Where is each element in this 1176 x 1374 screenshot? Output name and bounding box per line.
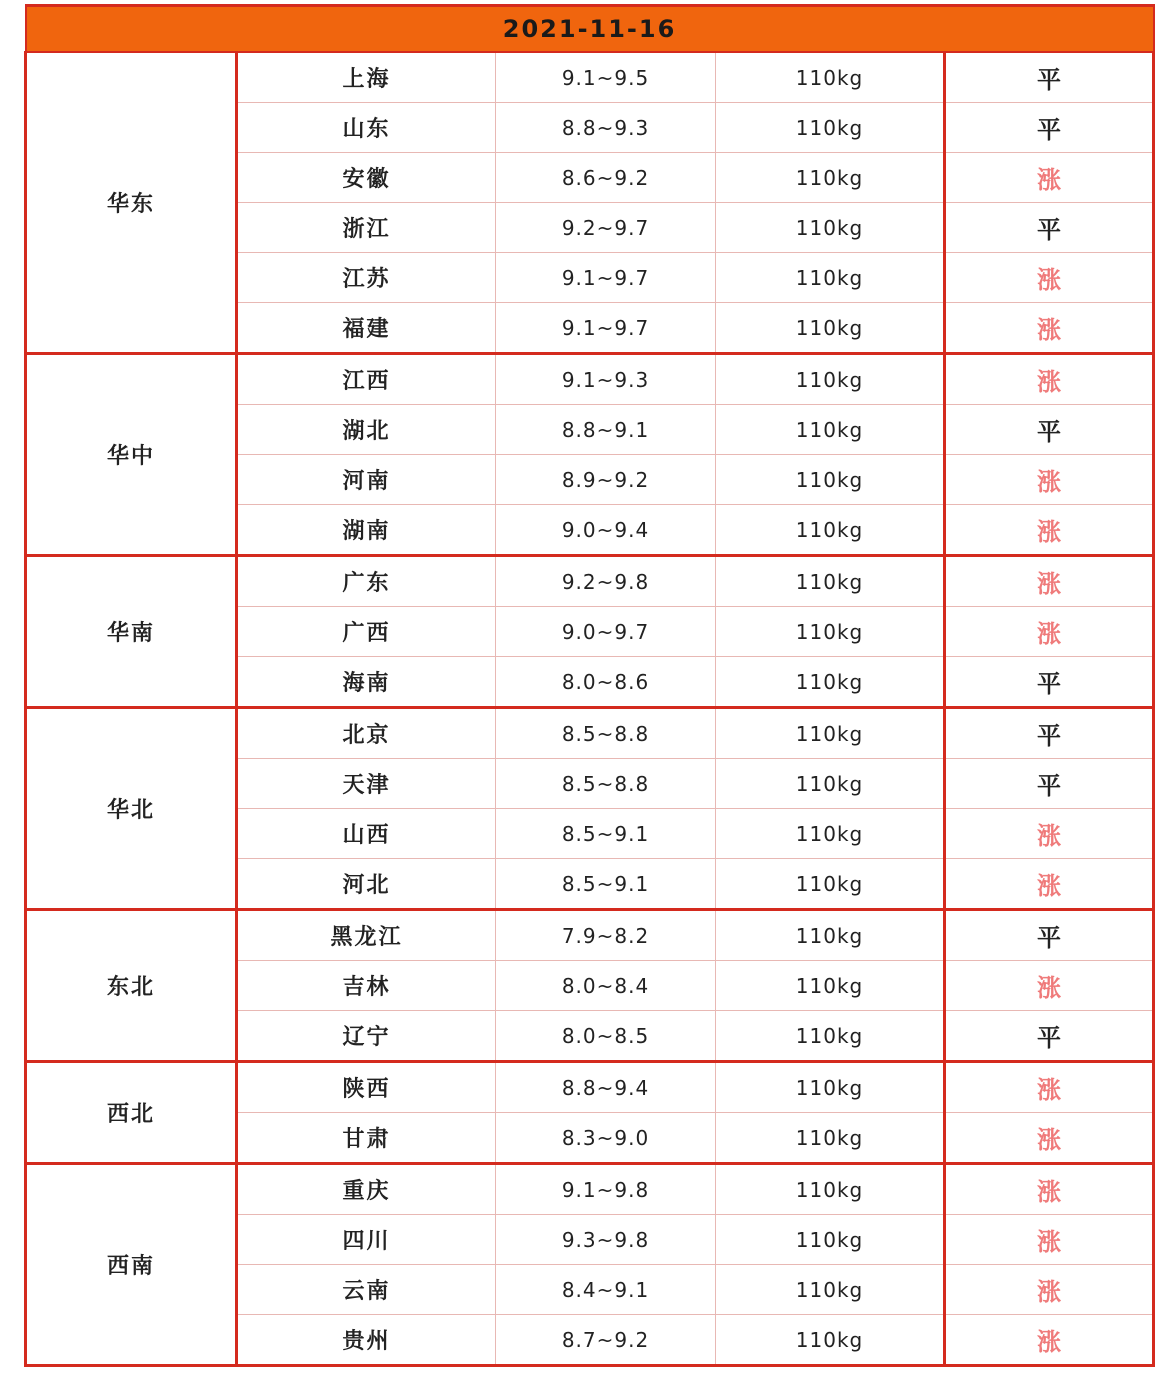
trend-cell: 平	[945, 103, 1154, 153]
price-range-cell: 9.2~9.7	[496, 203, 716, 253]
region-cell: 东北	[26, 910, 237, 1062]
trend-cell: 涨	[945, 1265, 1154, 1315]
price-range-cell: 8.3~9.0	[496, 1113, 716, 1164]
trend-cell: 涨	[945, 859, 1154, 910]
province-cell: 云南	[237, 1265, 496, 1315]
price-range-cell: 9.1~9.3	[496, 354, 716, 405]
trend-cell: 涨	[945, 1315, 1154, 1366]
trend-cell: 平	[945, 759, 1154, 809]
price-range-cell: 8.7~9.2	[496, 1315, 716, 1366]
trend-cell: 平	[945, 203, 1154, 253]
province-cell: 山西	[237, 809, 496, 859]
weight-cell: 110kg	[716, 910, 945, 961]
pig-price-table	[24, 4, 1155, 1367]
weight-cell: 110kg	[716, 1315, 945, 1366]
province-cell: 北京	[237, 708, 496, 759]
trend-cell: 平	[945, 405, 1154, 455]
region-cell: 华北	[26, 708, 237, 910]
price-range-cell: 9.2~9.8	[496, 556, 716, 607]
weight-cell: 110kg	[716, 607, 945, 657]
trend-cell: 平	[945, 1011, 1154, 1062]
trend-cell: 涨	[945, 1062, 1154, 1113]
price-range-cell: 8.8~9.4	[496, 1062, 716, 1113]
weight-cell: 110kg	[716, 809, 945, 859]
trend-cell: 涨	[945, 455, 1154, 505]
province-cell: 贵州	[237, 1315, 496, 1366]
weight-cell: 110kg	[716, 203, 945, 253]
price-range-cell: 8.0~8.6	[496, 657, 716, 708]
trend-cell: 涨	[945, 1215, 1154, 1265]
province-cell: 四川	[237, 1215, 496, 1265]
price-range-cell: 8.9~9.2	[496, 455, 716, 505]
province-cell: 黑龙江	[237, 910, 496, 961]
weight-cell: 110kg	[716, 505, 945, 556]
weight-cell: 110kg	[716, 1113, 945, 1164]
province-cell: 福建	[237, 303, 496, 354]
province-cell: 湖北	[237, 405, 496, 455]
trend-cell: 涨	[945, 354, 1154, 405]
province-cell: 辽宁	[237, 1011, 496, 1062]
price-range-cell: 8.4~9.1	[496, 1265, 716, 1315]
table-row	[26, 1164, 1154, 1215]
province-cell: 广西	[237, 607, 496, 657]
region-cell: 西北	[26, 1062, 237, 1164]
weight-cell: 110kg	[716, 556, 945, 607]
province-cell: 山东	[237, 103, 496, 153]
weight-cell: 110kg	[716, 153, 945, 203]
province-cell: 江苏	[237, 253, 496, 303]
province-cell: 浙江	[237, 203, 496, 253]
table-row	[26, 52, 1154, 103]
trend-cell: 涨	[945, 961, 1154, 1011]
province-cell: 江西	[237, 354, 496, 405]
price-range-cell: 9.1~9.7	[496, 303, 716, 354]
trend-cell: 涨	[945, 809, 1154, 859]
weight-cell: 110kg	[716, 1215, 945, 1265]
weight-cell: 110kg	[716, 52, 945, 103]
price-range-cell: 9.1~9.8	[496, 1164, 716, 1215]
province-cell: 河南	[237, 455, 496, 505]
header-row	[26, 6, 1154, 53]
table-row	[26, 910, 1154, 961]
table-row	[26, 708, 1154, 759]
weight-cell: 110kg	[716, 657, 945, 708]
trend-cell: 涨	[945, 556, 1154, 607]
trend-cell: 涨	[945, 1164, 1154, 1215]
province-cell: 陕西	[237, 1062, 496, 1113]
province-cell: 重庆	[237, 1164, 496, 1215]
price-range-cell: 9.0~9.4	[496, 505, 716, 556]
weight-cell: 110kg	[716, 708, 945, 759]
weight-cell: 110kg	[716, 1062, 945, 1113]
price-range-cell: 7.9~8.2	[496, 910, 716, 961]
price-range-cell: 8.5~9.1	[496, 859, 716, 910]
trend-cell: 平	[945, 910, 1154, 961]
weight-cell: 110kg	[716, 859, 945, 910]
price-range-cell: 9.3~9.8	[496, 1215, 716, 1265]
weight-cell: 110kg	[716, 303, 945, 354]
region-cell: 华东	[26, 52, 237, 354]
price-range-cell: 9.0~9.7	[496, 607, 716, 657]
province-cell: 河北	[237, 859, 496, 910]
province-cell: 天津	[237, 759, 496, 809]
weight-cell: 110kg	[716, 405, 945, 455]
province-cell: 甘肃	[237, 1113, 496, 1164]
region-cell: 华南	[26, 556, 237, 708]
trend-cell: 涨	[945, 303, 1154, 354]
trend-cell: 涨	[945, 153, 1154, 203]
province-cell: 吉林	[237, 961, 496, 1011]
trend-cell: 涨	[945, 505, 1154, 556]
weight-cell: 110kg	[716, 1164, 945, 1215]
province-cell: 上海	[237, 52, 496, 103]
weight-cell: 110kg	[716, 961, 945, 1011]
table-row	[26, 556, 1154, 607]
price-range-cell: 8.5~8.8	[496, 759, 716, 809]
price-range-cell: 8.0~8.4	[496, 961, 716, 1011]
trend-cell: 平	[945, 708, 1154, 759]
weight-cell: 110kg	[716, 253, 945, 303]
weight-cell: 110kg	[716, 354, 945, 405]
province-cell: 湖南	[237, 505, 496, 556]
trend-cell: 平	[945, 657, 1154, 708]
trend-cell: 涨	[945, 607, 1154, 657]
price-range-cell: 8.0~8.5	[496, 1011, 716, 1062]
province-cell: 广东	[237, 556, 496, 607]
table-row	[26, 1062, 1154, 1113]
price-range-cell: 8.8~9.3	[496, 103, 716, 153]
trend-cell: 涨	[945, 253, 1154, 303]
date-header: 2021-11-16	[26, 6, 1154, 53]
table-row	[26, 354, 1154, 405]
price-range-cell: 8.6~9.2	[496, 153, 716, 203]
price-range-cell: 9.1~9.7	[496, 253, 716, 303]
weight-cell: 110kg	[716, 455, 945, 505]
trend-cell: 涨	[945, 1113, 1154, 1164]
weight-cell: 110kg	[716, 1265, 945, 1315]
price-range-cell: 8.5~8.8	[496, 708, 716, 759]
region-cell: 西南	[26, 1164, 237, 1366]
region-cell: 华中	[26, 354, 237, 556]
weight-cell: 110kg	[716, 759, 945, 809]
price-range-cell: 8.5~9.1	[496, 809, 716, 859]
weight-cell: 110kg	[716, 1011, 945, 1062]
weight-cell: 110kg	[716, 103, 945, 153]
province-cell: 海南	[237, 657, 496, 708]
table-body	[26, 52, 1154, 1366]
province-cell: 安徽	[237, 153, 496, 203]
price-range-cell: 9.1~9.5	[496, 52, 716, 103]
price-range-cell: 8.8~9.1	[496, 405, 716, 455]
trend-cell: 平	[945, 52, 1154, 103]
